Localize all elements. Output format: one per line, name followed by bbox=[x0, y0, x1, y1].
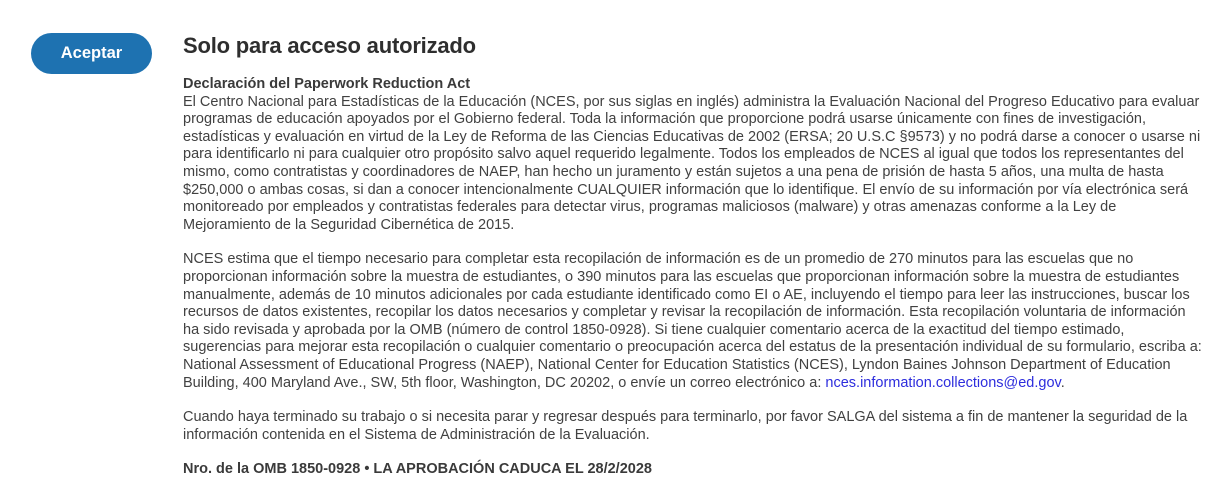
nces-email-link[interactable]: nces.information.collections@ed.gov bbox=[825, 374, 1061, 391]
burden-estimate-text-end: . bbox=[1060, 374, 1065, 391]
paperwork-reduction-act-paragraph: El Centro Nacional para Estadísticas de la Educación (NCES, por sus siglas en inglés) administra la Evaluación Nacional del Progreso Educativo para evaluar programas de educación apoyados por el Gobierno federal. Toda la información que proporcione podrá usarse únicamente con fines de investigación, estadísticas y evaluación en virtud de la Ley de Reforma de las Ciencias Educativas de 2002 (ERSA; 20 U.S.C §9573) y no podrá darse a conocer o usarse ni para identificarlo ni para cualquier otro propósito salvo aquel requerido legalmente. Todos los empleados de NCES al igual que todos los representantes del mismo, como contratistas y coordinadores de NAEP, han hecho un juramento y están sujetos a una pena de prisión de hasta 5 años, una multa de hasta $250,000 o ambas cosas, si dan a conocer intencionalmente CUALQUIER información que lo identifique. El envío de su información por vía electrónica será monitoreado por empleados y contratistas federales para detectar virus, programas maliciosos (malware) y otras amenazas conforme a la Ley de Mejoramiento de la Seguridad Cibernética de 2015. bbox=[183, 93, 1201, 233]
burden-estimate-text: NCES estima que el tiempo necesario para completar esta recopilación de información es de un promedio de 270 minutos para las escuelas que no proporcionan información sobre la muestra de estudiantes, o 390 minutos para las escuelas que proporcionan información sobre la muestra de estudiantes manualmente, además de 10 minutos adicionales por cada estudiante identificado como EI o AE, incluyendo el tiempo para leer las instrucciones, buscar los recursos de datos existentes, recopilar los datos necesarios y completar y revisar la recopilación de información. Esta recopilación voluntaria de información ha sido revisada y aprobada por la OMB (número de control 1850-0928). Si tiene cualquier comentario acerca de la exactitud del tiempo estimado, sugerencias para mejorar esta recopilación o cualquier comentario o preocupación acerca del estatus de la presentación individual de su formulario, escriba a: National Assessment of Educational Progress (NAEP), National Center for Education Statistics (NCES), Lyndon Baines Johnson Department of Education Building, 400 Maryland Ave., SW, 5th floor, Washington, DC 20202, o envíe un correo electrónico a: bbox=[183, 251, 1202, 391]
burden-estimate-paragraph bbox=[183, 251, 1203, 392]
page-title: Solo para acceso autorizado bbox=[183, 33, 476, 58]
paperwork-reduction-act-heading: Declaración del Paperwork Reduction Act bbox=[183, 76, 471, 92]
accept-button[interactable]: Aceptar bbox=[31, 33, 152, 74]
notice-content bbox=[183, 33, 1217, 479]
omb-approval-line: Nro. de la OMB 1850-0928 • LA APROBACIÓN CADUCA EL 28/2/2028 bbox=[183, 461, 652, 478]
logout-reminder-paragraph: Cuando haya terminado su trabajo o si necesita parar y regresar después para terminarlo, por favor SALGA del sistema a fin de mantener la seguridad de la información contenida en el Sistema de Administración de la Evaluación. bbox=[183, 409, 1188, 443]
action-column bbox=[0, 33, 183, 74]
